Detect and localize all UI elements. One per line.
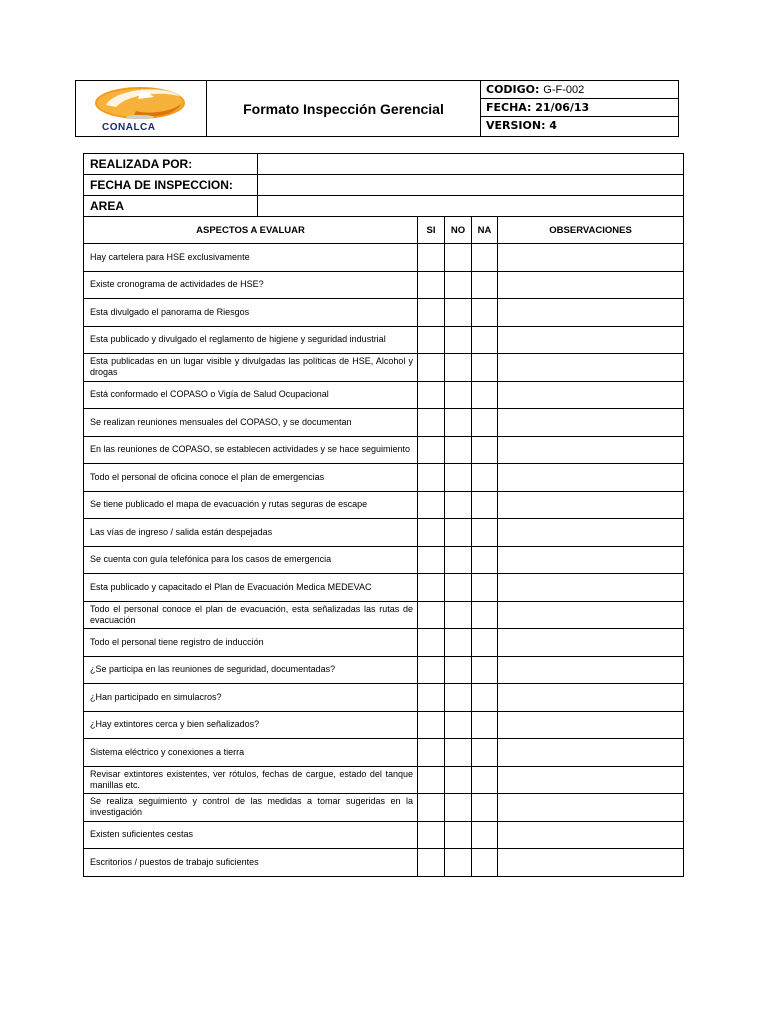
na-cell[interactable] [472, 629, 498, 657]
document-title: Formato Inspección Gerencial [207, 81, 481, 136]
observaciones-cell[interactable] [498, 271, 684, 299]
observaciones-cell[interactable] [498, 656, 684, 684]
observaciones-cell[interactable] [498, 711, 684, 739]
company-logo [76, 81, 207, 136]
table-row [84, 299, 684, 327]
observaciones-cell[interactable] [498, 546, 684, 574]
si-cell[interactable] [418, 271, 445, 299]
na-cell[interactable] [472, 271, 498, 299]
na-cell[interactable] [472, 601, 498, 629]
no-cell[interactable] [445, 464, 472, 492]
logo-text: CONALCA [102, 122, 156, 133]
observaciones-cell[interactable] [498, 519, 684, 547]
no-cell[interactable] [445, 601, 472, 629]
table-row [84, 766, 684, 794]
no-cell[interactable] [445, 491, 472, 519]
observaciones-cell[interactable] [498, 354, 684, 382]
area-field[interactable] [258, 196, 684, 217]
aspect-text: Se cuenta con guía telefónica para los casos de emergencia [84, 546, 418, 574]
table-row [84, 546, 684, 574]
fecha-inspeccion-label: FECHA DE INSPECCION: [84, 175, 258, 196]
observaciones-cell[interactable] [498, 326, 684, 354]
observaciones-cell[interactable] [498, 821, 684, 849]
table-row [84, 574, 684, 602]
table-row [84, 711, 684, 739]
si-cell[interactable] [418, 464, 445, 492]
na-cell[interactable] [472, 464, 498, 492]
col-aspectos: ASPECTOS A EVALUAR [84, 217, 418, 244]
observaciones-cell[interactable] [498, 574, 684, 602]
si-cell[interactable] [418, 354, 445, 382]
aspect-text: Se realiza seguimiento y control de las medidas a tomar sugeridas en la investigación [84, 794, 418, 822]
no-cell[interactable] [445, 684, 472, 712]
aspect-text: Se realizan reuniones mensuales del COPASO, y se documentan [84, 409, 418, 437]
na-cell[interactable] [472, 519, 498, 547]
no-cell[interactable] [445, 711, 472, 739]
si-cell[interactable] [418, 849, 445, 877]
no-cell[interactable] [445, 436, 472, 464]
no-cell[interactable] [445, 821, 472, 849]
table-row [84, 271, 684, 299]
document-header [75, 80, 679, 137]
table-row [84, 436, 684, 464]
na-cell[interactable] [472, 794, 498, 822]
aspect-text: Revisar extintores existentes, ver rótulos, fechas de cargue, estado del tanque manillas etc. [84, 766, 418, 794]
aspect-text: Escritorios / puestos de trabajo suficientes [84, 849, 418, 877]
info-row-fecha [84, 175, 684, 196]
aspect-text: ¿Se participa en las reuniones de seguridad, documentadas? [84, 656, 418, 684]
fecha-row: FECHA: 21/06/13 [481, 99, 678, 117]
si-cell[interactable] [418, 766, 445, 794]
document-meta [481, 81, 678, 136]
no-cell[interactable] [445, 299, 472, 327]
aspect-text: Esta publicadas en un lugar visible y divulgadas las políticas de HSE, Alcohol y drogas [84, 354, 418, 382]
info-row-area [84, 196, 684, 217]
no-cell[interactable] [445, 739, 472, 767]
observaciones-cell[interactable] [498, 491, 684, 519]
na-cell[interactable] [472, 381, 498, 409]
observaciones-cell[interactable] [498, 684, 684, 712]
no-cell[interactable] [445, 574, 472, 602]
si-cell[interactable] [418, 326, 445, 354]
no-cell[interactable] [445, 546, 472, 574]
aspect-text: Se tiene publicado el mapa de evacuación y rutas seguras de escape [84, 491, 418, 519]
info-row-realizada [84, 154, 684, 175]
table-row [84, 244, 684, 272]
si-cell[interactable] [418, 244, 445, 272]
table-row [84, 821, 684, 849]
observaciones-cell[interactable] [498, 601, 684, 629]
no-cell[interactable] [445, 629, 472, 657]
si-cell[interactable] [418, 381, 445, 409]
col-na: NA [472, 217, 498, 244]
na-cell[interactable] [472, 574, 498, 602]
no-cell[interactable] [445, 326, 472, 354]
aspect-text: Todo el personal conoce el plan de evacuación, esta señalizadas las rutas de evacuación [84, 601, 418, 629]
na-cell[interactable] [472, 711, 498, 739]
col-no: NO [445, 217, 472, 244]
table-row [84, 491, 684, 519]
observaciones-cell[interactable] [498, 244, 684, 272]
realizada-label: REALIZADA POR: [84, 154, 258, 175]
area-label: AREA [84, 196, 258, 217]
observaciones-cell[interactable] [498, 766, 684, 794]
na-cell[interactable] [472, 656, 498, 684]
aspect-text: Sistema eléctrico y conexiones a tierra [84, 739, 418, 767]
no-cell[interactable] [445, 519, 472, 547]
table-row [84, 519, 684, 547]
table-row [84, 739, 684, 767]
observaciones-cell[interactable] [498, 464, 684, 492]
table-row [84, 354, 684, 382]
observaciones-cell[interactable] [498, 381, 684, 409]
aspect-text: Esta publicado y capacitado el Plan de Evacuación Medica MEDEVAC [84, 574, 418, 602]
no-cell[interactable] [445, 794, 472, 822]
table-row [84, 409, 684, 437]
table-row [84, 794, 684, 822]
table-row [84, 464, 684, 492]
si-cell[interactable] [418, 739, 445, 767]
table-row [84, 381, 684, 409]
no-cell[interactable] [445, 244, 472, 272]
na-cell[interactable] [472, 354, 498, 382]
observaciones-cell[interactable] [498, 299, 684, 327]
na-cell[interactable] [472, 299, 498, 327]
si-cell[interactable] [418, 794, 445, 822]
observaciones-cell[interactable] [498, 849, 684, 877]
na-cell[interactable] [472, 849, 498, 877]
aspect-text: En las reuniones de COPASO, se establecen actividades y se hace seguimiento [84, 436, 418, 464]
aspect-text: Hay cartelera para HSE exclusivamente [84, 244, 418, 272]
aspect-text: ¿Han participado en simulacros? [84, 684, 418, 712]
table-row [84, 629, 684, 657]
observaciones-cell[interactable] [498, 739, 684, 767]
si-cell[interactable] [418, 601, 445, 629]
si-cell[interactable] [418, 299, 445, 327]
no-cell[interactable] [445, 766, 472, 794]
codigo-row [481, 81, 678, 99]
no-cell[interactable] [445, 656, 472, 684]
aspect-text: ¿Hay extintores cerca y bien señalizados? [84, 711, 418, 739]
aspect-text: Existen suficientes cestas [84, 821, 418, 849]
no-cell[interactable] [445, 354, 472, 382]
col-si: SI [418, 217, 445, 244]
table-row [84, 684, 684, 712]
table-row [84, 601, 684, 629]
inspection-table [83, 153, 684, 877]
si-cell[interactable] [418, 409, 445, 437]
aspect-text: Todo el personal tiene registro de inducción [84, 629, 418, 657]
na-cell[interactable] [472, 546, 498, 574]
codigo-value: G-F-002 [543, 84, 585, 96]
si-cell[interactable] [418, 574, 445, 602]
aspect-text: Esta publicado y divulgado el reglamento de higiene y seguridad industrial [84, 326, 418, 354]
no-cell[interactable] [445, 849, 472, 877]
codigo-label: CODIGO: [486, 83, 540, 96]
fecha-inspeccion-field[interactable] [258, 175, 684, 196]
aspect-text: Todo el personal de oficina conoce el plan de emergencias [84, 464, 418, 492]
na-cell[interactable] [472, 326, 498, 354]
na-cell[interactable] [472, 436, 498, 464]
na-cell[interactable] [472, 821, 498, 849]
si-cell[interactable] [418, 711, 445, 739]
si-cell[interactable] [418, 436, 445, 464]
table-row [84, 656, 684, 684]
col-observaciones: OBSERVACIONES [498, 217, 684, 244]
na-cell[interactable] [472, 491, 498, 519]
column-header-row [84, 217, 684, 244]
observaciones-cell[interactable] [498, 794, 684, 822]
na-cell[interactable] [472, 684, 498, 712]
no-cell[interactable] [445, 409, 472, 437]
table-row [84, 326, 684, 354]
observaciones-cell[interactable] [498, 436, 684, 464]
na-cell[interactable] [472, 766, 498, 794]
aspect-text: Existe cronograma de actividades de HSE? [84, 271, 418, 299]
si-cell[interactable] [418, 519, 445, 547]
si-cell[interactable] [418, 629, 445, 657]
aspect-text: Esta divulgado el panorama de Riesgos [84, 299, 418, 327]
aspect-text: Las vías de ingreso / salida están despejadas [84, 519, 418, 547]
aspect-text: Está conformado el COPASO o Vigía de Salud Ocupacional [84, 381, 418, 409]
na-cell[interactable] [472, 409, 498, 437]
si-cell[interactable] [418, 684, 445, 712]
table-row [84, 849, 684, 877]
no-cell[interactable] [445, 381, 472, 409]
na-cell[interactable] [472, 244, 498, 272]
si-cell[interactable] [418, 656, 445, 684]
observaciones-cell[interactable] [498, 629, 684, 657]
si-cell[interactable] [418, 546, 445, 574]
no-cell[interactable] [445, 271, 472, 299]
observaciones-cell[interactable] [498, 409, 684, 437]
version-row: VERSION: 4 [486, 119, 557, 132]
si-cell[interactable] [418, 491, 445, 519]
si-cell[interactable] [418, 821, 445, 849]
realizada-field[interactable] [258, 154, 684, 175]
na-cell[interactable] [472, 739, 498, 767]
